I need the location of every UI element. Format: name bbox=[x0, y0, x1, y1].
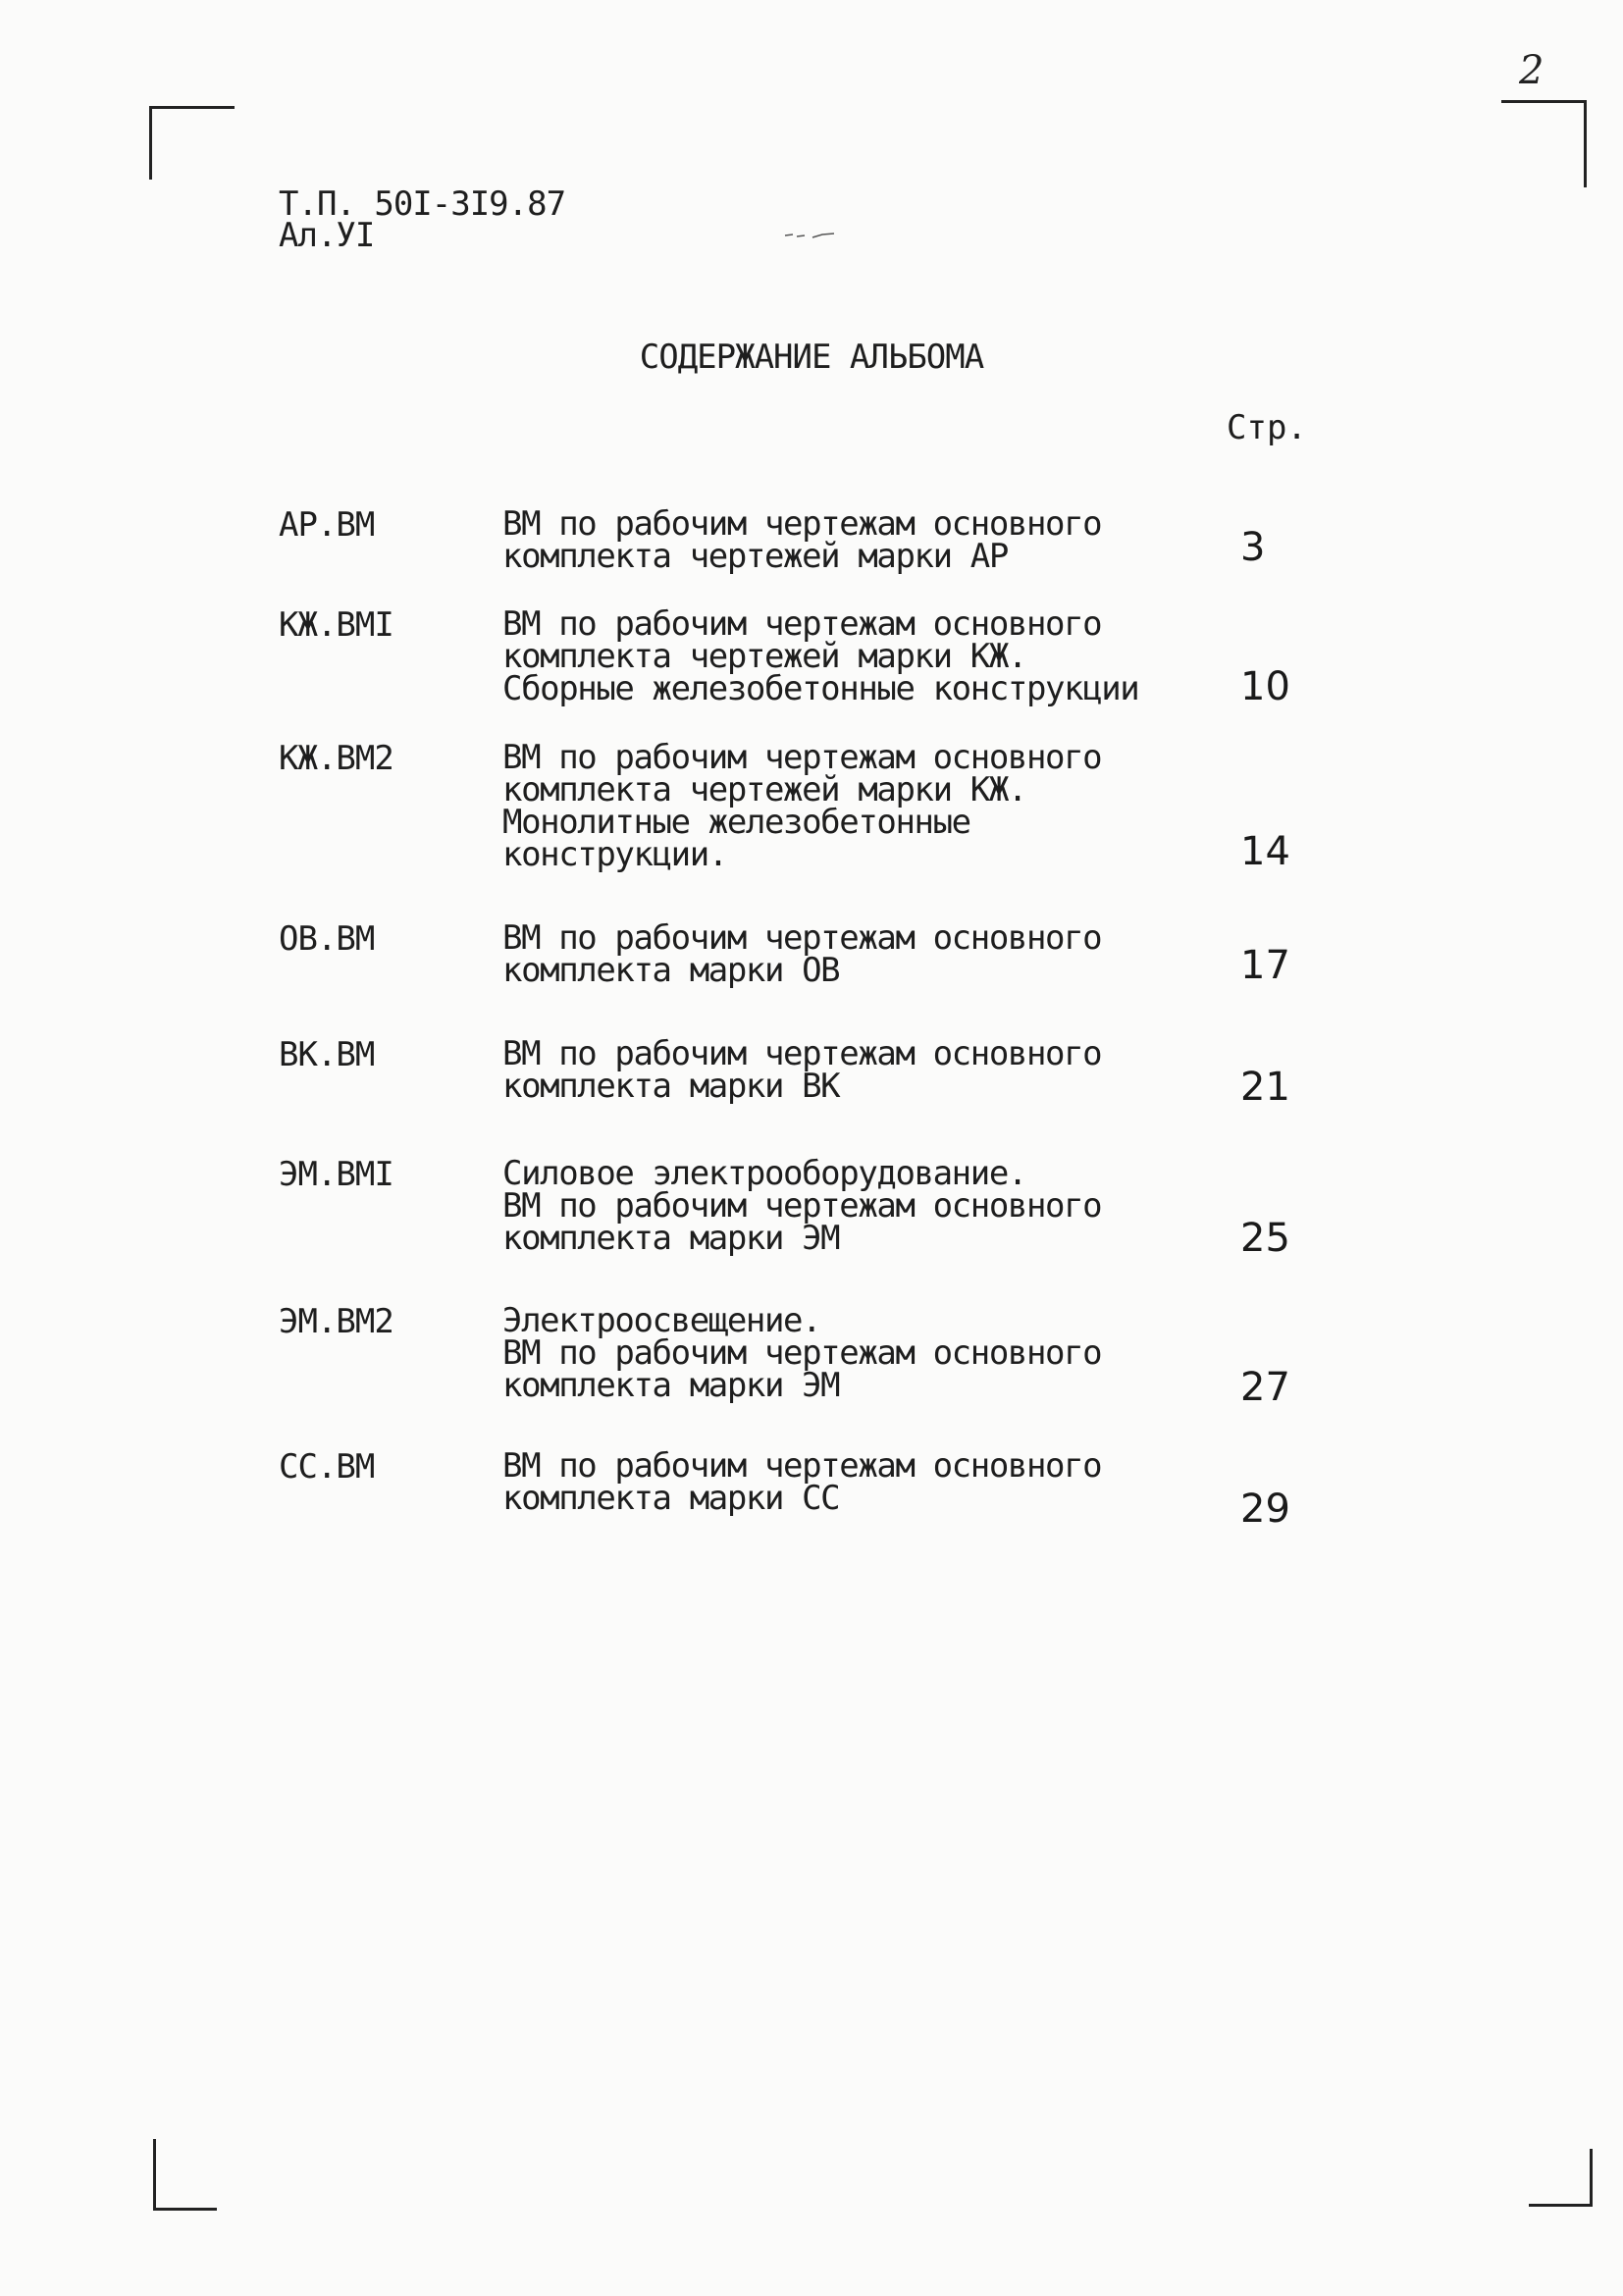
entry-line: ВМ по рабочим чертежам основного bbox=[502, 604, 1102, 644]
entry-line: Сборные железобетонные конструкции bbox=[502, 669, 1139, 708]
entry-page-number: 25 bbox=[1240, 1216, 1290, 1261]
page-column-label: Стр. bbox=[1227, 408, 1307, 447]
entry-page-number: 17 bbox=[1240, 943, 1290, 988]
entry-page-number: 29 bbox=[1240, 1487, 1290, 1532]
entry-line: ВМ по рабочим чертежам основного bbox=[502, 918, 1102, 958]
entry-description bbox=[502, 1301, 1209, 1405]
document-code bbox=[279, 184, 566, 255]
entry-line: комплекта марки СС bbox=[502, 1479, 840, 1518]
entry-code: КЖ.ВМ2 bbox=[279, 739, 393, 778]
entry-code: СС.ВМ bbox=[279, 1447, 375, 1487]
page-title: СОДЕРЖАНИЕ АЛЬБОМА bbox=[639, 338, 984, 377]
entry-line: ВМ по рабочим чертежам основного bbox=[502, 738, 1102, 777]
entry-line: комплекта чертежей марки АР bbox=[502, 537, 1008, 576]
entry-line: ВМ по рабочим чертежам основного bbox=[502, 1446, 1102, 1486]
entry-page-number: 3 bbox=[1240, 525, 1266, 570]
entry-line: Электроосвещение. bbox=[502, 1301, 821, 1340]
frame-corner-bottom-right bbox=[1529, 2149, 1593, 2207]
entry-description bbox=[502, 1034, 1209, 1106]
entry-line: Монолитные железобетонные bbox=[502, 803, 970, 842]
entry-line: ВМ по рабочим чертежам основного bbox=[502, 1333, 1102, 1373]
entry-line: комплекта чертежей марки КЖ. bbox=[502, 770, 1026, 809]
document-code-line: Т.П. 50I-3I9.87 bbox=[279, 184, 566, 224]
entry-description bbox=[502, 1446, 1209, 1518]
entry-code: АР.ВМ bbox=[279, 505, 375, 545]
album-number: Ал.УI bbox=[279, 216, 375, 255]
entry-code: ЭМ.ВМ2 bbox=[279, 1302, 393, 1341]
entry-line: конструкции. bbox=[502, 835, 727, 874]
entry-code: ВК.ВМ bbox=[279, 1035, 375, 1074]
entry-code: КЖ.ВМI bbox=[279, 605, 393, 645]
entry-page-number: 14 bbox=[1240, 829, 1290, 874]
entry-line: комплекта марки ЭМ bbox=[502, 1219, 840, 1258]
frame-corner-bottom-left bbox=[153, 2139, 217, 2211]
frame-corner-top-left bbox=[149, 106, 235, 180]
entry-line: ВМ по рабочим чертежам основного bbox=[502, 504, 1102, 544]
entry-line: комплекта марки ВК bbox=[502, 1067, 840, 1106]
sheet-number: 2 bbox=[1519, 48, 1544, 93]
frame-corner-top-right bbox=[1501, 100, 1587, 187]
entry-code: ОВ.ВМ bbox=[279, 919, 375, 959]
entry-description bbox=[502, 604, 1209, 708]
scan-artifact bbox=[783, 232, 838, 239]
entry-page-number: 21 bbox=[1240, 1065, 1290, 1110]
entry-line: комплекта марки ОВ bbox=[502, 951, 840, 990]
entry-description bbox=[502, 738, 1209, 874]
entry-page-number: 10 bbox=[1240, 664, 1290, 709]
entry-line: комплекта чертежей марки КЖ. bbox=[502, 637, 1026, 676]
entry-description bbox=[502, 1154, 1209, 1258]
entry-page-number: 27 bbox=[1240, 1365, 1290, 1410]
entry-line: Силовое электрооборудование. bbox=[502, 1154, 1026, 1193]
entry-description bbox=[502, 918, 1209, 990]
entry-description bbox=[502, 504, 1209, 576]
entry-code: ЭМ.ВМI bbox=[279, 1155, 393, 1194]
entry-line: ВМ по рабочим чертежам основного bbox=[502, 1034, 1102, 1073]
entry-line: комплекта марки ЭМ bbox=[502, 1366, 840, 1405]
entry-line: ВМ по рабочим чертежам основного bbox=[502, 1186, 1102, 1226]
